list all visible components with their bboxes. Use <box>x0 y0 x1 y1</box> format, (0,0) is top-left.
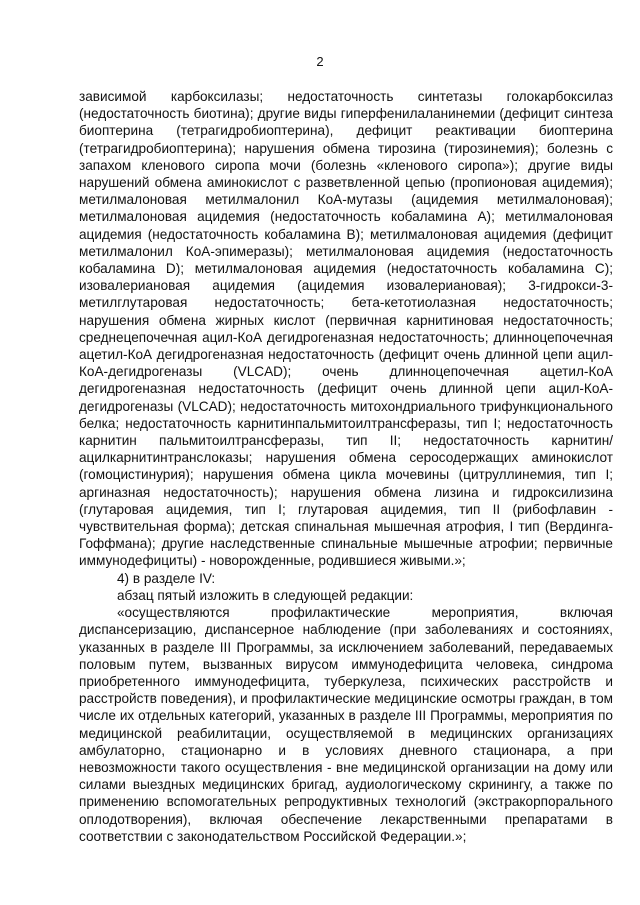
continuation-paragraph: зависимой карбоксилазы; недостаточность синтетазы голокарбоксилаз (недостаточность биотина); другие виды гиперфенилаланинемии (дефицит синтеза биоптерина (тетрагидробиоптерина), дефицит реактивации биоптерина (тетрагидробиоптерина); нарушения обмена тирозина (тирозинемия); болезнь с запахом кленового сиропа мочи (болезнь «кленового сиропа»); другие виды нарушений обмена аминокислот с разветвленной цепью (пропионовая ацидемия); метилмалоновая метилмалонил КоА-мутазы (ацидемия метилмалоновая); метилмалоновая ацидемия (недостаточность кобаламина A); метилмалоновая ацидемия (недостаточность кобаламина B); метилмалоновая ацидемия (дефицит метилмалонил КоА-эпимеразы); метилмалоновая ацидемия (недостаточность кобаламина D); метилмалоновая ацидемия (недостаточность кобаламина C); изовалериановая ацидемия (ацидемия изовалериановая); 3-гидрокси-3-метилглутаровая недостаточность; бета-кетотиолазная недостаточность; нарушения обмена жирных кислот (первичная карнитиновая недостаточность; среднецепочечная ацил-КоА дегидрогеназная недостаточность; длинноцепочечная ацетил-КоА дегидрогеназная недостаточность (дефицит очень длинной цепи ацил-КоА-дегидрогеназы (VLCAD); очень длинноцепочечная ацетил-КоА дегидрогеназная недостаточность (дефицит очень длинной цепи ацил-КоА-дегидрогеназы (VLCAD); недостаточность митохондриального трифункционального белка; недостаточность карнитинпальмитоилтрансферазы, тип I; недостаточность карнитин пальмитоилтрансферазы, тип II; недостаточность карнитин/ацилкарнитинтранслоказы; нарушения обмена серосодержащих аминокислот (гомоцистинурия); нарушения обмена цикла мочевины (цитруллинемия, тип I; аргиназная недостаточность); нарушения обмена лизина и гидроксилизина (глутаровая ацидемия, тип I; глутаровая ацидемия, тип II (рибофлавин - чувствительная форма); детская спинальная мышечная атрофия, I тип (Вердинга-Гоффмана); другие наследственные спинальные мышечные атрофии; первичные иммунодефициты) - новорожденные, родившиеся живыми.»; <box>79 89 613 569</box>
document-body <box>79 88 613 845</box>
page-number: 2 <box>316 54 324 69</box>
new-text-paragraph: «осуществляются профилактические мероприятия, включая диспансеризацию, диспансерное наблюдение (при заболеваниях и состояниях, указанных в разделе III Программы, за исключением заболеваний, передаваемых половым путем, вызванных вирусом иммунодефицита человека, синдрома приобретенного иммунодефицита, туберкулеза, психических расстройств и расстройств поведения), и профилактические медицинские осмотры граждан, в том числе их отдельных категорий, указанных в разделе III Программы, мероприятия по медицинской реабилитации, осуществляемой в медицинских организациях амбулаторно, стационарно и в условиях дневного стационара, а при невозможности такого осуществления - вне медицинской организации на дому или силами выездных медицинских бригад, аудиологическому скринингу, а также по применению вспомогательных репродуктивных технологий (экстракорпорального оплодотворения), включая обеспечение лекарственными препаратами в соответствии с законодательством Российской Федерации.»; <box>79 605 614 844</box>
item-4-heading: 4) в разделе IV: <box>117 570 216 586</box>
instruction-paragraph: абзац пятый изложить в следующей редакции: <box>117 587 414 603</box>
